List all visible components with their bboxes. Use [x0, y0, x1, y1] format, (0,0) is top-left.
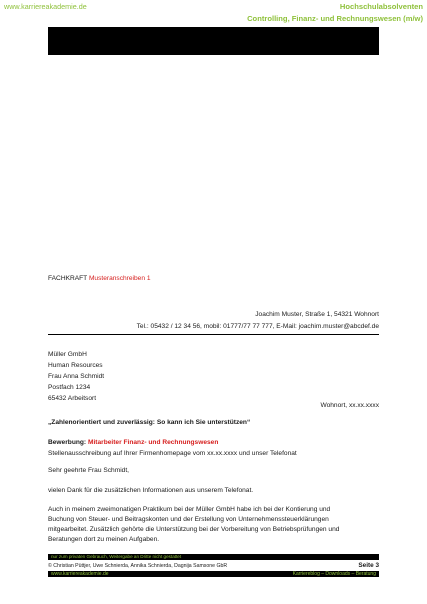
document-label: [48, 275, 151, 283]
document-label-suffix: Musteranschreiben 1: [88, 275, 151, 282]
bewerbung-line: [48, 439, 218, 447]
sender-divider: [48, 334, 379, 335]
footer-site-link[interactable]: www.karriereakademie.de: [51, 571, 109, 577]
page-number: Seite 3: [358, 562, 379, 569]
paragraph-line: Buchung von Steuer- und Beitragskonten und der Erstellung von Unternehmenssteuerklärungen: [48, 516, 329, 523]
recipient-line: Müller GmbH: [48, 351, 87, 358]
header-title: 4 Musteranschreiben: [120, 2, 196, 11]
recipient-line: Frau Anna Schmidt: [48, 373, 105, 380]
letter-thanks: vielen Dank für die zusätzlichen Informationen aus unserem Telefonat.: [48, 487, 254, 494]
document-label-prefix: FACHKRAFT: [48, 275, 88, 282]
paragraph-line: mitgearbeitet. Zusätzlich gehörte die Unterstützung bei der Vorbereitung von Betriebsprüfungen und: [48, 526, 340, 533]
recipient-line: Human Resources: [48, 362, 103, 369]
letter-date: Wohnort, xx.xx.xxxx: [320, 402, 379, 409]
letter-headline: „Zahlenorientiert und zuverlässig: So kann ich Sie unterstützen“: [48, 419, 251, 426]
footer-copyright: © Christian Püttjer, Uwe Schnierda, Annika Schnierda, Dagnija Samsone GbR: [48, 563, 228, 569]
paragraph-line: Auch in meinem zweimonatigen Praktikum bei der Müller GmbH habe ich bei der Kontierung und: [48, 506, 331, 513]
header-band: [48, 27, 379, 55]
footer-note: nur zum privaten Gebrauch, Weitergabe an Dritte nicht gestattet: [51, 554, 182, 559]
bewerbung-position: Mitarbeiter Finanz- und Rechnungswesen: [87, 439, 219, 446]
recipient-line: Postfach 1234: [48, 384, 91, 391]
sender-contact: Tel.: 05432 / 12 34 56, mobil: 01777/77 77 777, E-Mail: joachim.muster@abcdef.de: [136, 323, 379, 330]
sender-name-address: Joachim Muster, Straße 1, 54321 Wohnort: [255, 311, 379, 318]
header-site-link[interactable]: www.karriereakademie.de: [4, 2, 87, 11]
letter-reference: Stellenausschreibung auf Ihrer Firmenhomepage vom xx.xx.xxxx und unser Telefonat: [48, 450, 297, 457]
letter-greeting: Sehr geehrte Frau Schmidt,: [48, 467, 129, 474]
header-subtitle: Controlling, Finanz- und Rechnungswesen (m/w): [247, 14, 423, 23]
bewerbung-label: Bewerbung:: [48, 439, 87, 446]
paragraph-line: Beratungen dort zu meinen Aufgaben.: [48, 536, 160, 543]
header-audience: Hochschulabsolventen: [339, 2, 423, 11]
footer-blog-link[interactable]: Karriereblog – Downloads – Beratung: [292, 571, 376, 577]
recipient-line: 65432 Arbeitsort: [48, 395, 97, 402]
